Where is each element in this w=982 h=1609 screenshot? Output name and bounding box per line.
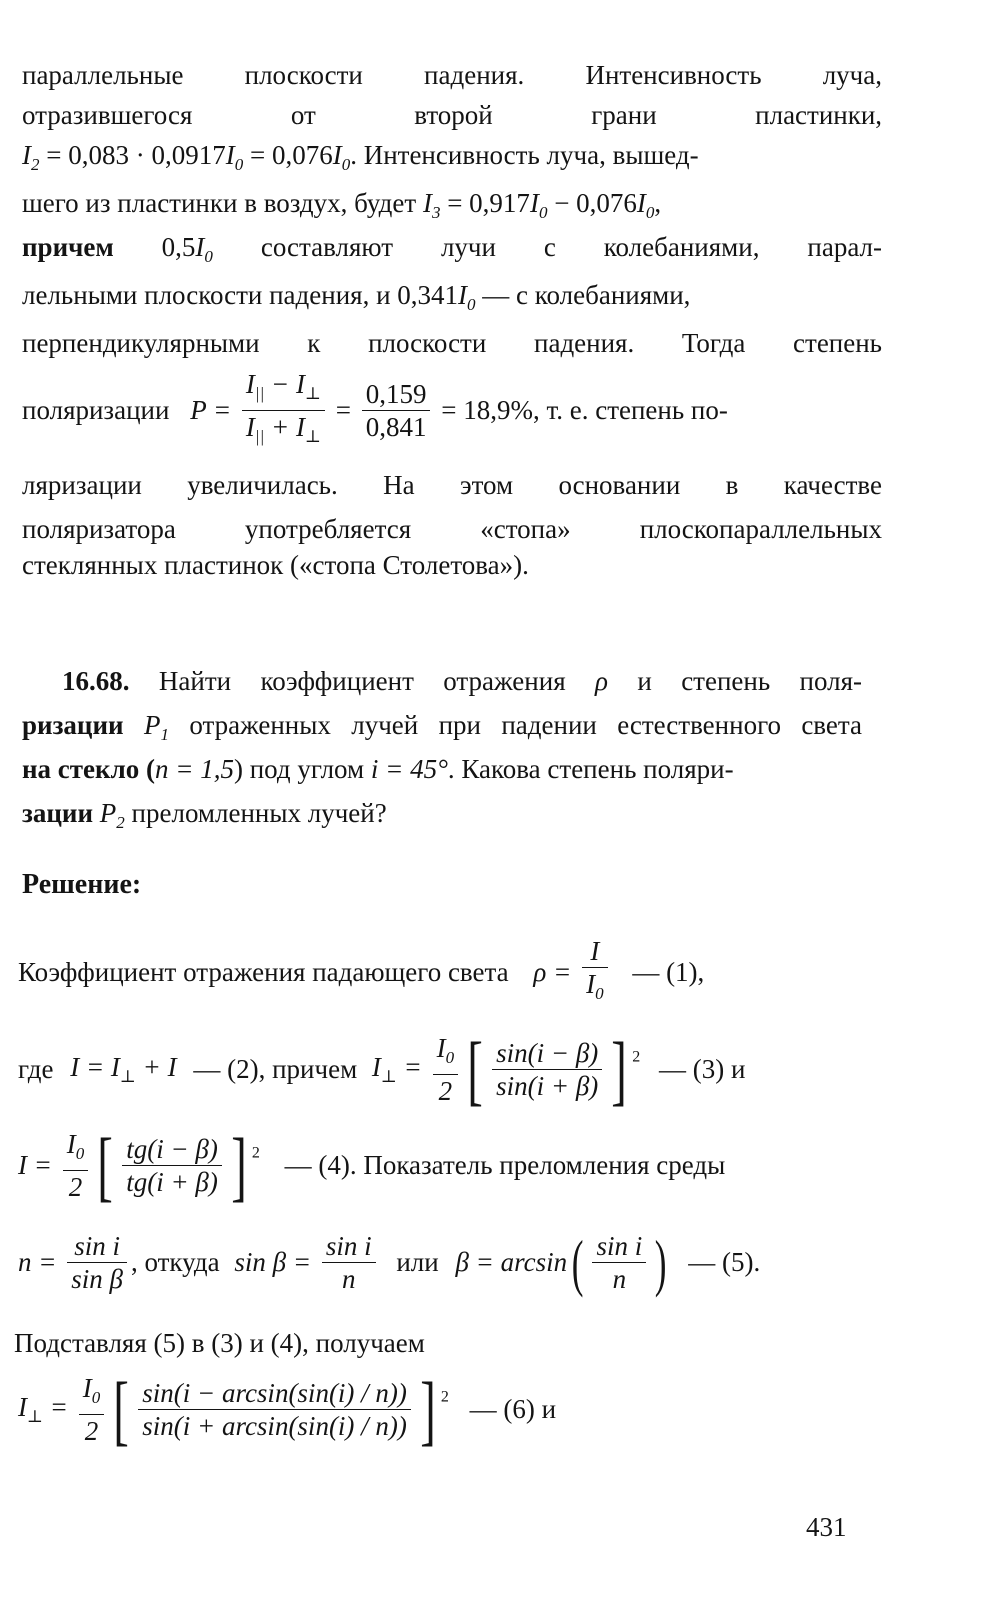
text-line: стеклянных пластинок («стопа Столетова»). [22, 550, 529, 580]
text-line: шего из пластинки в воздух, будет $I_3 = 0,917I_0 - 0,076I_0$, [22, 188, 662, 222]
formula-4: I = $\frac{I_0}{2}$ [ $\frac{tg(i - \beta)}{tg(i + \beta)}$ ] $^2$ — (4). Показатель преломления среды [18, 1121, 726, 1209]
text-line: лельными плоскости падения, и $0,341I_0$ — с колебаниями, [22, 280, 691, 314]
text-line: параллельные плоскости падения. Интенсивность луча, [22, 60, 882, 90]
formula-1: Коэффициент отражения падающего света ρ = $\frac{I}{I_0}$ — (1), [18, 936, 705, 1003]
problem-number: 16.68. [62, 666, 130, 696]
polarization-formula: поляризации P = $\frac{I_{||} - I_\perp}{I_{||} + I_\perp}$ = $\frac{0,159}{0,841}$ = 18,9%, т. е. степень по- [22, 369, 728, 446]
text-line: перпендикулярными к плоскости падения. Тогда степень [22, 328, 882, 358]
problem-line: на стекло (n = 1,5) под углом i = 45°. Какова степень поляри- [22, 754, 734, 784]
text-line: Подставляя (5) в (3) и (4), получаем [14, 1328, 425, 1358]
formula-5: n = $\frac{\text{sin i}}{\text{sin β}}$ , откуда sin β = $\frac{\text{sin i}}{n}$ или β = arcsin( $\frac{\text{sin i}}{n}$ ) — (5). [18, 1226, 761, 1298]
solution-heading: Решение: [22, 869, 142, 900]
text-line: причем $0,5I_0$ составляют лучи с колебаниями, парал- [22, 232, 883, 266]
text-line: отразившегося от второй грани пластинки, [22, 100, 883, 130]
problem-line: ризации $P_1$ отраженных лучей при падении естественного света [22, 710, 862, 744]
text-line: $I_2 = 0,083 \cdot 0,0917I_0 = 0,076I_0$. Интенсивность луча, вышед- [22, 140, 699, 174]
problem-line: 16.68. Найти коэффициент отражения ρ и степень поля- [62, 666, 863, 696]
text-line: поляризатора употребляется «стопа» плоскопараллельных [22, 514, 882, 544]
formula-6: $I_\perp$ = $\frac{I_0}{2}$ [ $\frac{\sin(i - \arcsin(\sin(i) / n))}{\sin(i + \arcsin(\sin(i) / n))}$ ] $^2$ — (6) и [18, 1365, 557, 1453]
text-line: ляризации увеличилась. На этом основании в качестве [22, 470, 882, 500]
problem-line: зации $P_2$ преломленных лучей? [22, 798, 387, 832]
page-number: 431 [806, 1512, 847, 1542]
formula-2-3: где $I = I_\perp + I$ — (2), причем $I_\perp$ = $\frac{I_0}{2}$ [ $\frac{\sin(i - \beta)}{\sin(i + \beta)}$ ] $^2$ — (3) и [18, 1025, 746, 1113]
